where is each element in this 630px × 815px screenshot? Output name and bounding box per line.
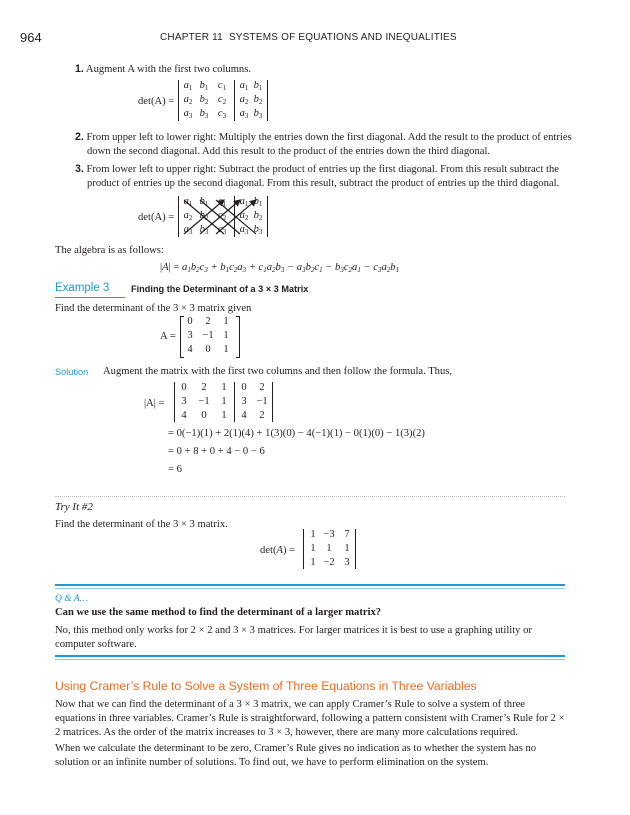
page-number: 964 (20, 30, 42, 45)
matrix-cell: $a_3$ (239, 108, 249, 120)
example-title: Finding the Determinant of a 3 × 3 Matrix (131, 284, 309, 294)
qa-question: Can we use the same method to find the determinant of a larger matrix? (55, 607, 382, 618)
qa-answer: No, this method only works for 2 × 2 and 3 × 3 matrices. For larger matrices it is best to use a graphing utility or computer software. (55, 625, 532, 651)
step-text: From lower left to upper right: Subtract the product of entries up the first diagonal. From this result subtract the product of entries up the second diagonal. From this result, subtract the product of entries up the third diagonal. (86, 164, 560, 190)
matrix-cell: $b_1$ (253, 196, 263, 208)
example-underline (55, 297, 125, 298)
matrix-cell: $b_1$ (253, 80, 263, 92)
example-prompt: Find the determinant of the 3 × 3 matrix given (55, 303, 252, 314)
step-1 (75, 62, 565, 77)
matrix-cell: $a_3$ (239, 224, 249, 236)
section-paragraph-1: Now that we can find the determinant of a 3 × 3 matrix, we can apply Cramer’s Rule to solve a system of three equations in three variables. Cramer’s Rule is straightforward, following a pattern consistent with Cramer’s Rule for 2 × 2 matrices. As the order of the matrix increases to 3 × 3, however, there are many more calculations required. (55, 699, 565, 739)
matrix-cell: 4 (187, 344, 193, 355)
matrix-cell: −1 (202, 330, 214, 341)
matrix-cell: 1 (310, 543, 316, 554)
matrix-cell: $b_3$ (253, 224, 263, 236)
matrix-cell: $b_1$ (199, 196, 209, 208)
step-number: 3. (75, 163, 84, 175)
matrix-cell: $b_2$ (199, 94, 209, 106)
chapter-title: SYSTEMS OF EQUATIONS AND INEQUALITIES (228, 32, 457, 43)
matrix-cell: $c_3$ (217, 224, 227, 236)
matrix-cell: $a_2$ (183, 210, 193, 222)
step-text: Augment A with the first two columns. (85, 64, 251, 75)
matrix-cell: 1 (310, 529, 316, 540)
matrix-cell: $b_3$ (199, 224, 209, 236)
det-label: det(A) = (138, 96, 175, 107)
qa-top-rule-thin (55, 588, 565, 589)
matrix-cell: $c_2$ (217, 210, 227, 222)
try-it-divider (55, 496, 565, 497)
matrix-cell: 3 (181, 396, 187, 407)
example-header (55, 282, 565, 298)
algebra-formula: $|A| = a_1b_2c_3 + b_1c_2a_3 + c_1a_2b_3 - a_3b_2c_1 - b_3c_2a_1 - c_3a_2b_1$ (160, 262, 400, 274)
section-title: Using Cramer’s Rule to Solve a System of Three Equations in Three Variables (55, 679, 477, 693)
matrix-cell: 3 (241, 396, 247, 407)
matrix-cell: −2 (323, 557, 335, 568)
matrix-cell: 2 (201, 382, 207, 393)
matrix-cell: $b_1$ (199, 80, 209, 92)
matrix-cell: $c_1$ (217, 196, 227, 208)
matrix-cell: $c_3$ (217, 108, 227, 120)
matrix-cell: 0 (201, 410, 207, 421)
try-it-matrix (303, 529, 359, 571)
try-it-prompt: Find the determinant of the 3 × 3 matrix. (55, 519, 228, 530)
matrix-cell: $a_2$ (239, 94, 249, 106)
matrix-cell: 1 (223, 330, 229, 341)
matrix-cell: $a_1$ (183, 196, 193, 208)
calc-line-1: = 0(−1)(1) + 2(1)(4) + 1(3)(0) − 4(−1)(1) − 0(1)(0) − 1(3)(2) (168, 428, 425, 439)
matrix-cell: 0 (241, 382, 247, 393)
matrix-cell: 1 (223, 344, 229, 355)
matrix-cell: 0 (205, 344, 211, 355)
matrix-cell: 1 (310, 557, 316, 568)
matrix-cell: −1 (198, 396, 210, 407)
matrix-a-label: A = (160, 331, 176, 342)
step-number: 2. (75, 131, 84, 143)
matrix-cell: 1 (223, 316, 229, 327)
diagonal-arrows (178, 194, 278, 238)
step-2 (75, 130, 577, 159)
symbolic-matrix-diagonals (178, 196, 278, 238)
matrix-cell: $c_1$ (217, 80, 227, 92)
matrix-cell: 1 (221, 396, 227, 407)
matrix-cell: 4 (181, 410, 187, 421)
step-number: 1. (75, 63, 84, 75)
matrix-cell: $a_2$ (183, 94, 193, 106)
calc-line-3: = 6 (168, 464, 182, 475)
matrix-cell: 0 (187, 316, 193, 327)
matrix-cell: 7 (344, 529, 350, 540)
step-text: From upper left to lower right: Multiply the entries down the first diagonal. Add the result to the product of entries down the second diagonal. Add this result to the product of the entries down the third diagonal. (86, 132, 572, 158)
matrix-cell: $b_3$ (253, 108, 263, 120)
try-it-det-label: det(A) = (260, 545, 296, 556)
matrix-cell: $b_2$ (253, 210, 263, 222)
matrix-cell: $c_2$ (217, 94, 227, 106)
matrix-cell: $b_2$ (253, 94, 263, 106)
matrix-cell: $a_1$ (239, 196, 249, 208)
matrix-cell: 1 (221, 410, 227, 421)
qa-bottom-rule-thin (55, 659, 565, 660)
solution-label: Solution (55, 367, 89, 377)
matrix-cell: 2 (259, 382, 265, 393)
matrix-cell: 0 (181, 382, 187, 393)
matrix-cell: $a_1$ (183, 80, 193, 92)
matrix-cell: $a_2$ (239, 210, 249, 222)
matrix-cell: 1 (326, 543, 332, 554)
try-it-label: Try It #2 (55, 501, 93, 513)
det-label-diagonals: det(A) = (138, 212, 175, 223)
qa-top-rule (55, 584, 565, 586)
aug-label: |A| = (144, 398, 165, 409)
matrix-cell: −3 (323, 529, 335, 540)
matrix-cell: 1 (344, 543, 350, 554)
step-3 (75, 162, 577, 191)
algebra-intro: The algebra is as follows: (55, 245, 164, 256)
matrix-cell: $b_2$ (199, 210, 209, 222)
calc-line-2: = 0 + 8 + 0 + 4 − 0 − 6 (168, 446, 265, 457)
matrix-cell: 2 (205, 316, 211, 327)
matrix-cell: $a_1$ (239, 80, 249, 92)
running-header (160, 32, 457, 43)
matrix-cell: $a_3$ (183, 108, 193, 120)
matrix-cell: 2 (259, 410, 265, 421)
matrix-cell: 3 (187, 330, 193, 341)
matrix-a (180, 316, 240, 358)
matrix-cell: $b_3$ (199, 108, 209, 120)
solution-text: Augment the matrix with the first two columns and then follow the formula. Thus, (103, 366, 453, 377)
matrix-cell: 3 (344, 557, 350, 568)
section-paragraph-2: When we calculate the determinant to be zero, Cramer’s Rule gives no indication as to whether the system has no solution or an infinite number of solutions. To find out, we have to perform elimination on the system. (55, 743, 537, 769)
matrix-cell: $a_3$ (183, 224, 193, 236)
matrix-cell: −1 (256, 396, 268, 407)
matrix-cell: 1 (221, 382, 227, 393)
symbolic-matrix-1 (178, 80, 278, 122)
qa-label: Q & A… (55, 594, 89, 604)
augmented-matrix (174, 382, 284, 424)
chapter-number: CHAPTER 11 (160, 32, 223, 43)
matrix-cell: 4 (241, 410, 247, 421)
example-label: Example 3 (55, 282, 110, 294)
qa-bottom-rule (55, 655, 565, 657)
